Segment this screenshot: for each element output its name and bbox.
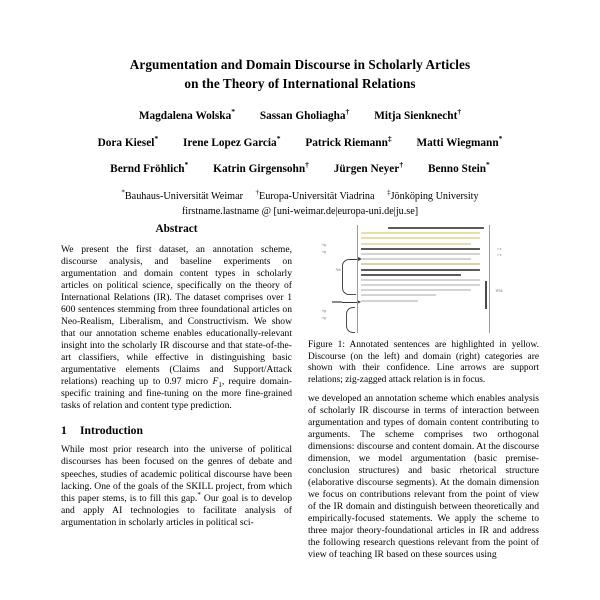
figure-left-label: +ip xyxy=(321,309,327,313)
figure-caption-label: Figure 1: xyxy=(308,340,345,350)
affiliation-name: Europa-Universität Viadrina xyxy=(259,191,375,203)
introduction-part-2: Our goal is to develop and apply AI technologies to facilitate analysis of argumentation in scholarly articles in political sci- xyxy=(61,492,292,528)
author-name: Katrin Girgensohn xyxy=(213,163,306,176)
affiliation-mark: † xyxy=(255,188,260,197)
author-affiliation-mark: ‡ xyxy=(387,134,392,143)
author-affiliation-mark: * xyxy=(498,134,503,143)
figure-left-label: Ark xyxy=(335,268,342,272)
section-number: 1 xyxy=(61,424,67,438)
author-name: Magdalena Wolska xyxy=(138,110,232,123)
right-column-paragraph: we developed an annotation scheme which enables analysis of scholarly IR discourse in terms of interaction between argumentation and types of domain content contributing to arguments. The scheme comprises two orthogonal dimensions: discourse and content domain. At the discourse dimension, we model argumentation (basic premise-conclusion structures) and basic rhetorical structure (elaborative discourse segments). At the domain dimension we focus on contributions relevant from the point of view of the IR domain and distinguish between theoretically and empirically-focused statements. We apply the scheme to three major theory-foundational articles in IR and address the following research questions relevant from the point of view of teaching IR based on these sources using xyxy=(308,392,539,561)
figure-left-label: +ip xyxy=(321,316,327,320)
author-affiliation-mark: * xyxy=(154,134,159,143)
introduction-part-1: While most prior research into the universe of political discourses has been focused on the genres of debate and speeches, studies of academic political discourse have been lacking. One of the goals of the SKILL project, from which this paper stems, is to fill this gap. xyxy=(61,444,292,504)
footnote-marker: * xyxy=(197,490,201,499)
author xyxy=(427,160,490,176)
title-line-1: Argumentation and Domain Discourse in Scholarly Articles xyxy=(129,57,471,72)
figure-document-pane xyxy=(357,225,490,333)
author xyxy=(138,107,236,123)
author-name: Sassan Gholiagha xyxy=(259,110,346,123)
f1-subscript: 1 xyxy=(218,381,222,390)
author-row-1 xyxy=(0,107,600,123)
affiliation-mark: * xyxy=(121,188,125,197)
abstract-text xyxy=(61,244,292,412)
f1-symbol: F xyxy=(212,376,219,388)
support-relation-bracket xyxy=(342,259,356,295)
author xyxy=(213,160,309,176)
section-title: Introduction xyxy=(80,424,143,438)
author xyxy=(183,134,281,149)
figure-text-line xyxy=(361,248,481,250)
author xyxy=(305,134,392,149)
author-list xyxy=(0,107,600,176)
author-affiliation-mark: † xyxy=(457,107,462,117)
author-name: Bernd Fröhlich xyxy=(110,163,185,176)
author-affiliation-mark: * xyxy=(231,107,236,117)
author xyxy=(374,107,462,123)
author-affiliation-mark: † xyxy=(345,107,350,117)
body-columns xyxy=(61,223,539,561)
relation-tick xyxy=(332,301,342,303)
title-block xyxy=(0,0,600,219)
right-column xyxy=(308,223,539,561)
contact-email: firstname.lastname @ [uni-weimar.de|europa-uni.de|ju.se] xyxy=(181,206,419,218)
figure-text-line xyxy=(361,258,472,260)
figure-text-line xyxy=(361,300,419,302)
affiliation xyxy=(121,190,243,204)
author-affiliation-mark: † xyxy=(305,160,309,170)
relation-bracket-lower xyxy=(346,307,355,333)
figure-highlight-line xyxy=(361,232,481,234)
figure-right-label: t-x xyxy=(497,247,502,251)
author-name: Benno Stein xyxy=(427,163,487,176)
author-affiliation-mark: † xyxy=(399,160,404,170)
author-name: Mitja Sienknecht xyxy=(374,110,458,123)
affiliation-line xyxy=(0,190,600,204)
figure-highlight-line xyxy=(361,243,472,245)
author-name: Dora Kiesel xyxy=(97,136,155,149)
author xyxy=(416,134,503,149)
figure-text-line xyxy=(361,289,472,291)
author xyxy=(97,134,159,149)
author-affiliation-mark: * xyxy=(184,160,189,170)
figure-right-label: Whh xyxy=(495,289,503,293)
figure-text-line xyxy=(361,253,481,255)
author xyxy=(259,107,350,123)
figure-1-caption xyxy=(308,340,539,387)
introduction-paragraph xyxy=(61,444,292,528)
abstract-part-2: , require domain-specific training and fine-tuning on the more fine-grained tasks of relation and content type prediction. xyxy=(61,376,292,412)
figure-1-image xyxy=(320,223,528,335)
attack-relation-arrow xyxy=(342,302,358,303)
figure-text-line xyxy=(361,279,481,281)
page-title xyxy=(56,56,544,93)
author-name: Patrick Riemann xyxy=(305,136,388,149)
author xyxy=(110,160,189,176)
figure-1 xyxy=(308,223,539,387)
figure-right-label: t-x xyxy=(497,253,502,257)
title-line-2: on the Theory of International Relations xyxy=(184,75,416,91)
author-row-2 xyxy=(0,134,600,149)
author-affiliation-mark: * xyxy=(486,160,490,170)
affiliation-name: Jönköping University xyxy=(390,191,479,203)
author-name: Jürgen Neyer xyxy=(333,163,400,176)
author-affiliation-mark: * xyxy=(276,134,281,143)
figure-highlight-line xyxy=(361,237,481,239)
affiliation xyxy=(387,190,479,204)
abstract-part-1: We present the first dataset, an annotation scheme, discourse analysis, and baseline experiments on argumentation and domain content types in scholarly articles on political science, specifically on the theory of International Relations (IR). The dataset comprises over 1 600 sentences stemming from three foundational articles on Neo-Realism, Liberalism, and Constructivism. We show that our annotation scheme enables educationally-relevant insight into the scholarly IR discourse and that state-of-the-art classifiers, while effective in distinguishing basic argumentative elements (Claims and Support/Attack relations) reaching up to 0.97 micro xyxy=(61,244,292,388)
figure-highlight-line xyxy=(361,263,481,265)
figure-text-line xyxy=(361,284,481,286)
affiliation-block xyxy=(0,190,600,218)
section-heading-introduction xyxy=(61,424,292,437)
author-name: Matti Wiegmann xyxy=(416,136,499,149)
affiliation-mark: ‡ xyxy=(387,188,391,197)
abstract-heading: Abstract xyxy=(155,223,198,235)
author xyxy=(333,160,404,176)
figure-text-line xyxy=(388,227,484,229)
figure-caption-text: Annotated sentences are highlighted in yellow. Discourse (on the left) and domain (right) categories are shown with their confidence. Line arrows are support relations; zig-zagged attack relation is in focus. xyxy=(308,340,539,385)
author-name: Irene Lopez Garcia xyxy=(183,136,277,149)
figure-text-line xyxy=(361,269,481,271)
left-column xyxy=(61,223,292,561)
figure-left-label: +ip xyxy=(321,243,327,247)
affiliation-name: Bauhaus-Universität Weimar xyxy=(124,191,243,203)
affiliation xyxy=(256,190,375,204)
figure-text-line xyxy=(361,294,437,296)
figure-text-line xyxy=(361,274,462,276)
figure-left-label: +ip xyxy=(321,250,327,254)
author-row-3 xyxy=(0,160,600,176)
